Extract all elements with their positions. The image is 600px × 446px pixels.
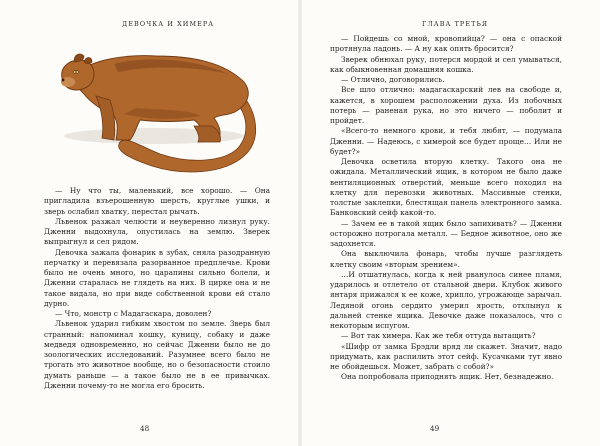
page-number-right: 49 [430,424,440,433]
paragraph: — Ну что ты, маленький, все хорошо. — Она пригладила взъерошенную шерсть, круглые ушки, и зверь ослабил хватку, перестал рычать. [44,186,270,216]
paragraph: Она попробовала приподнять ящик. Нет, безнадежно. [341,372,554,382]
creature-muzzle [61,77,75,87]
left-body-text [44,186,270,391]
paragraph: — Что, монстр с Мадагаскара, доволен? [55,309,212,318]
paragraph: Зверек обнюхал руку, потерся мордой и сел умываться, как обыкновенная домашняя кошка. [330,54,562,74]
paragraph: Львенок ударил гибким хвостом по земле. Зверь был странный: напоминал кошку, куницу, собаку и даже медведя одновременно, но сейчас Дженни было не до зоологических исследований. Разумнее всего было не трогать это животное вообще, но о безопасности стоило думать раньше — а такое было не в ее привычках. Дженни почему-то не могла его бросить. [44,319,270,390]
paragraph: Она выключила фонарь, чтобы лучше разглядеть клетку своим «вторым зрением». [330,249,562,269]
paragraph: Львенок разжал челюсти и неуверенно лизнул руку. Дженни выдохнула, опустилась на землю. Зверек выпрыгнул и сел рядом. [44,216,270,247]
right-body-text [330,34,562,383]
paragraph: — Отлично, договорились. [341,75,445,84]
chimera-illustration [44,30,280,184]
creature-ear [84,58,92,64]
paragraph: Все шло отлично: мадагаскарский лев на свободе и, кажется, в хорошем расположении духа. Из побочных потерь — раненая рука, но это ничего — поболит и пройдет. [330,85,562,125]
paragraph: — Зачем ее в такой ящик было запихивать? — Дженни осторожно потрогала металл. — Бедное животное, оно же задохнется. [330,218,562,248]
paragraph: «Шифр от замка Брэдли вряд ли скажет. Значит, надо придумать, как распилить этот сейф. Кусачками тут явно не обойдешься. Может, забрать с собой?» [330,341,562,371]
page-number-left: 48 [140,424,150,433]
running-head-right: ГЛАВА ТРЕТЬЯ [422,20,489,28]
running-head-left: ДЕВОЧКА И ХИМЕРА [122,20,215,28]
right-page [302,0,600,446]
paragraph: — Вот так химера. Как же тебя оттуда вытащить? [341,331,536,341]
paragraph: — Пойдешь со мной, кровопийца? — она с опаской протянула ладонь. — А ну как опять бросится? [330,34,562,54]
paragraph: Девочка осветила вторую клетку. Такого она не ожидала. Металлический ящик, в котором не было даже вентиляционных отверстий, меньше всего походил на клетку для перевозки животных. Массивные стенки, толстые заклепки, блестящая панель электронного замка. Банковский сейф какой-то. [330,157,562,218]
left-page [0,0,298,446]
paragraph: «Всего-то немного крови, и тебя любят, — подумала Дженни. — Надеюсь, с химерой все будет проще… Или не будет?» [330,126,562,156]
creature-nose [62,79,65,82]
paragraph: Девочка зажала фонарик в зубах, сняла разодранную перчатку и перевязала разорванное предплечье. Крови было не очень много, но царапины сильно болели, и Дженни старалась не глядеть на них. В цирке она и не такое видала, но при виде собственной крови ей стало дурно. [44,247,270,308]
paragraph: …И отшатнулась, когда к ней рванулось синее пламя, ударилось и отлетело от стальной двери. Клубок живого янтаря прижался к ее коже, хрипло, угрожающе зарычал. Ледяной огонь сердито умерил ярость, отхлынул к дальней стенке ящика. Девочке даже показалось, что с некоторым испугом. [330,269,562,330]
